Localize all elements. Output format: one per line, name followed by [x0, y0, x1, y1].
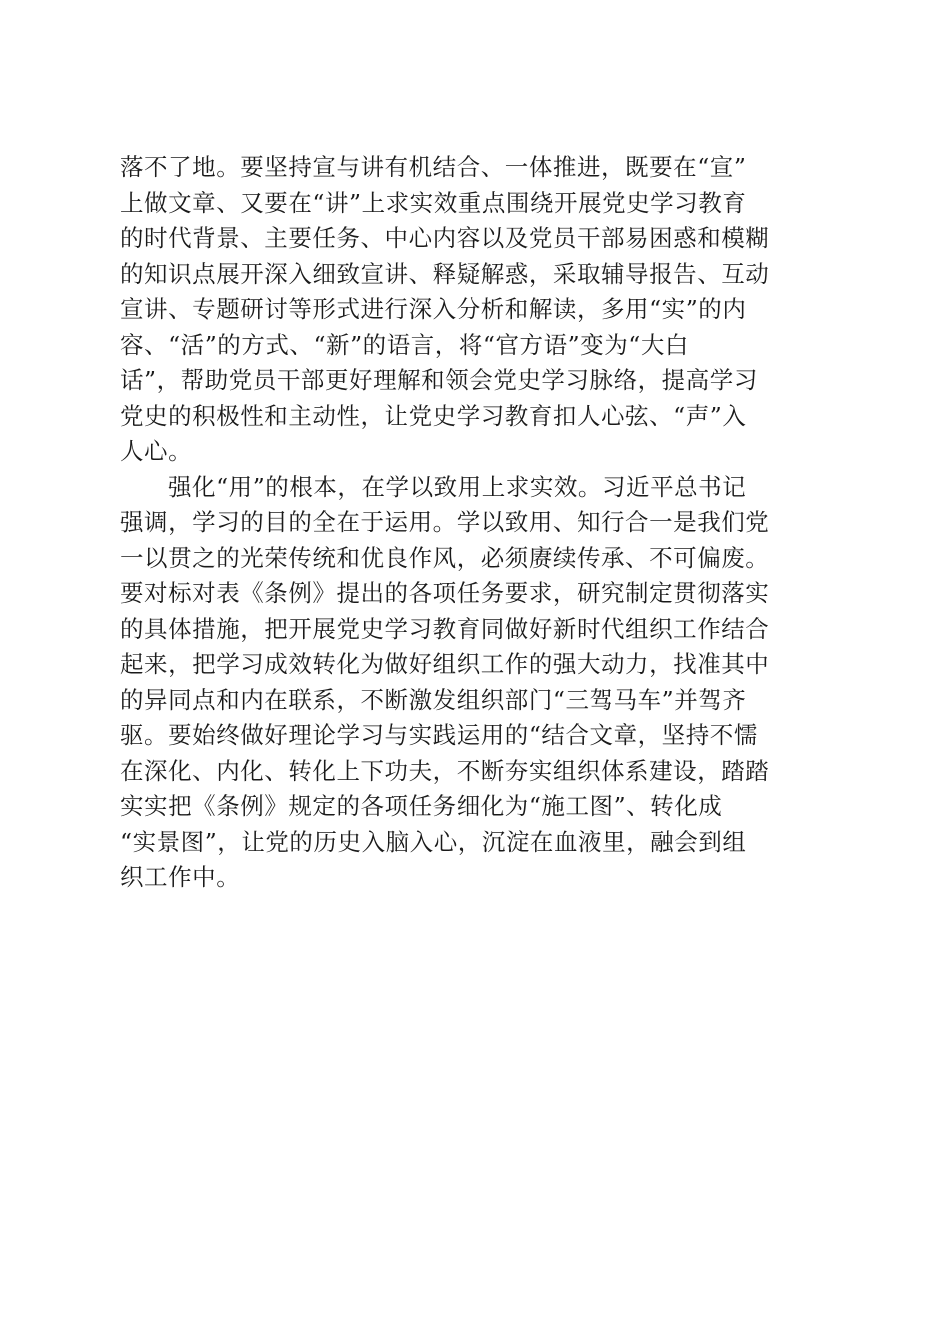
paragraph-line: 党史的积极性和主动性，让党史学习教育扣人心弦、“声”入	[120, 401, 747, 430]
paragraph-line: 落不了地。要坚持宣与讲有机结合、一体推进，既要在“宣”	[120, 153, 747, 181]
paragraph-line: 上做文章、又要在“讲”上求实效重点围绕开展党史学习教育	[120, 188, 747, 217]
paragraph-line: 织工作中。	[120, 863, 241, 891]
paragraph-line: “实景图”，让党的历史入脑入心，沉淀在血液里，融会到组	[120, 827, 747, 856]
paragraph-line: 的时代背景、主要任务、中心内容以及党员干部易困惑和模糊	[120, 224, 770, 252]
paragraph-1	[120, 150, 832, 470]
paragraph-line: 一以贯之的光荣传统和优良作风，必须赓续传承、不可偏废。	[120, 543, 770, 572]
paragraph-line: 强化“用”的根本，在学以致用上求实效。习近平总书记	[168, 472, 747, 501]
paragraph-line: 要对标对表《条例》提出的各项任务要求，研究制定贯彻落实	[120, 579, 770, 607]
paragraph-line: 驱。要始终做好理论学习与实践运用的“结合文章，坚持不懦	[120, 721, 758, 749]
paragraph-line: 宣讲、专题研讨等形式进行深入分析和解读，多用“实”的内	[120, 295, 747, 323]
paragraph-line: 话”，帮助党员干部更好理解和领会党史学习脉络，提高学习	[120, 366, 758, 394]
body-text	[120, 150, 832, 896]
paragraph-line: 的具体措施，把开展党史学习教育同做好新时代组织工作结合	[120, 614, 770, 643]
paragraph-line: 容、“活”的方式、“新”的语言，将“官方语”变为“大白	[120, 330, 689, 359]
paragraph-line: 实实把《条例》规定的各项任务细化为“施工图”、转化成	[120, 792, 723, 820]
paragraph-line: 强调，学习的目的全在于运用。学以致用、知行合一是我们党	[120, 508, 770, 536]
paragraph-line: 的异同点和内在联系，不断激发组织部门“三驾马车”并驾齐	[120, 685, 747, 714]
paragraph-line: 在深化、内化、转化上下功夫，不断夯实组织体系建设，踏踏	[120, 756, 770, 785]
paragraph-2	[120, 470, 832, 896]
paragraph-line: 的知识点展开深入细致宣讲、释疑解惑，采取辅导报告、互动	[120, 259, 770, 288]
paragraph-line: 起来，把学习成效转化为做好组织工作的强大动力，找准其中	[120, 650, 770, 678]
paragraph-line: 人心。	[120, 437, 193, 465]
